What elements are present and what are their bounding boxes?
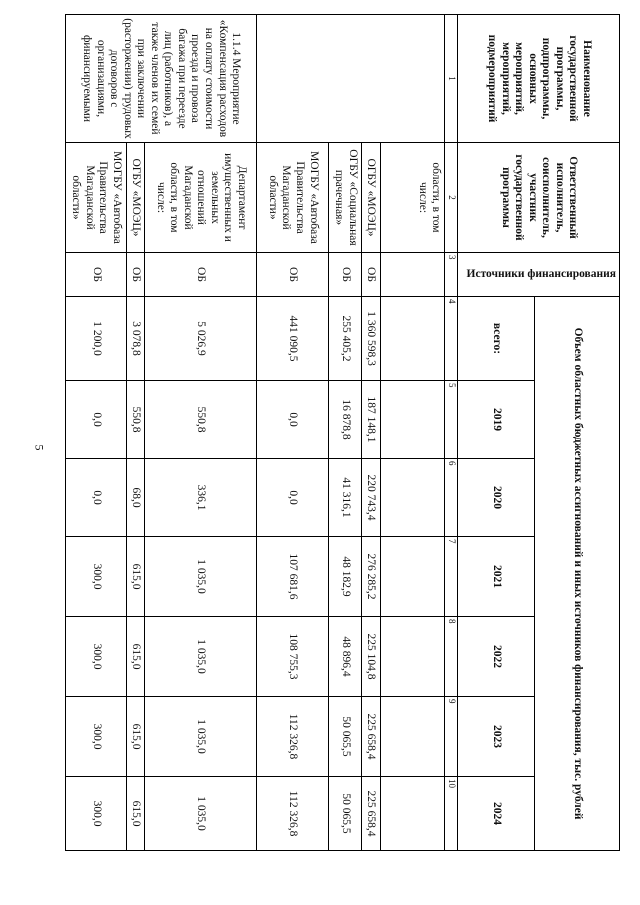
col-header-funding-group: Объем областных бюджетных ассигнований и иных источников финансирования, тыс. рублей bbox=[535, 297, 620, 851]
index-cell: 9 bbox=[445, 697, 458, 777]
value-cell: 1 035,0 bbox=[145, 777, 256, 851]
value-cell: 615,0 bbox=[126, 697, 145, 777]
value-cell: 276 285,2 bbox=[361, 537, 380, 617]
value-cell: 50 065,5 bbox=[329, 777, 361, 851]
value-cell: 50 065,5 bbox=[329, 697, 361, 777]
value-cell bbox=[380, 697, 445, 777]
index-cell: 7 bbox=[445, 537, 458, 617]
executor-cell: МОГБУ «Автобаза Правительства Магаданской области» bbox=[66, 143, 127, 253]
value-cell: 300,0 bbox=[66, 617, 127, 697]
value-cell: 1 360 598,3 bbox=[361, 297, 380, 381]
executor-cell: Департамент имущественных и земельных отношений Магаданской области, в том числе: bbox=[145, 143, 256, 253]
col-header-total: всего: bbox=[458, 297, 535, 381]
col-header-executor: Ответственный исполнитель, соисполнитель, участник государственной программы bbox=[458, 143, 620, 253]
value-cell: 1 200,0 bbox=[66, 297, 127, 381]
value-cell: 225 658,4 bbox=[361, 777, 380, 851]
value-cell bbox=[380, 297, 445, 381]
table-row bbox=[380, 15, 445, 851]
source-cell: ОБ bbox=[256, 253, 329, 297]
value-cell: 0,0 bbox=[256, 459, 329, 537]
value-cell: 1 035,0 bbox=[145, 537, 256, 617]
value-cell: 108 755,3 bbox=[256, 617, 329, 697]
value-cell: 0,0 bbox=[256, 381, 329, 459]
index-cell: 8 bbox=[445, 617, 458, 697]
value-cell: 1 035,0 bbox=[145, 697, 256, 777]
value-cell: 225 104,8 bbox=[361, 617, 380, 697]
value-cell: 300,0 bbox=[66, 537, 127, 617]
col-header-source bbox=[458, 253, 620, 297]
col-header-year: 2023 bbox=[458, 697, 535, 777]
index-cell: 1 bbox=[445, 15, 458, 143]
index-cell: 3 bbox=[445, 253, 458, 297]
value-cell: 107 681,6 bbox=[256, 537, 329, 617]
value-cell: 615,0 bbox=[126, 537, 145, 617]
executor-cell: ОГБУ «МОЭЦ» bbox=[361, 143, 380, 253]
value-cell: 1 035,0 bbox=[145, 617, 256, 697]
value-cell: 255 405,2 bbox=[329, 297, 361, 381]
col-header-year: 2021 bbox=[458, 537, 535, 617]
value-cell: 3 078,8 bbox=[126, 297, 145, 381]
page-number: 5 bbox=[32, 444, 47, 451]
value-cell: 550,8 bbox=[126, 381, 145, 459]
executor-cell: области, в том числе: bbox=[380, 143, 445, 253]
value-cell bbox=[380, 381, 445, 459]
executor-cell: ОГБУ «МОЭЦ» bbox=[126, 143, 145, 253]
index-cell: 6 bbox=[445, 459, 458, 537]
col-header-year: 2020 bbox=[458, 459, 535, 537]
value-cell: 16 878,8 bbox=[329, 381, 361, 459]
col-header-source-text: Источники финансирования bbox=[466, 267, 616, 280]
value-cell: 336,1 bbox=[145, 459, 256, 537]
value-cell: 41 316,1 bbox=[329, 459, 361, 537]
executor-cell: МОГБУ «Автобаза Правительства Магаданской области» bbox=[256, 143, 329, 253]
value-cell: 0,0 bbox=[66, 381, 127, 459]
source-cell: ОБ bbox=[329, 253, 361, 297]
header-row-1 bbox=[535, 15, 620, 851]
col-header-year: 2019 bbox=[458, 381, 535, 459]
value-cell bbox=[380, 617, 445, 697]
program-name-cell bbox=[256, 15, 445, 143]
index-cell: 4 bbox=[445, 297, 458, 381]
value-cell: 300,0 bbox=[66, 697, 127, 777]
index-row bbox=[445, 15, 458, 851]
col-header-year: 2022 bbox=[458, 617, 535, 697]
value-cell: 5 026,9 bbox=[145, 297, 256, 381]
value-cell: 300,0 bbox=[66, 777, 127, 851]
value-cell: 48 896,4 bbox=[329, 617, 361, 697]
source-cell: ОБ bbox=[145, 253, 256, 297]
value-cell: 441 090,5 bbox=[256, 297, 329, 381]
value-cell bbox=[380, 537, 445, 617]
value-cell: 550,8 bbox=[145, 381, 256, 459]
index-cell: 5 bbox=[445, 381, 458, 459]
value-cell: 225 658,4 bbox=[361, 697, 380, 777]
table-row bbox=[145, 15, 256, 851]
value-cell: 615,0 bbox=[126, 617, 145, 697]
source-cell: ОБ bbox=[361, 253, 380, 297]
value-cell: 48 182,9 bbox=[329, 537, 361, 617]
source-cell: ОБ bbox=[66, 253, 127, 297]
rotated-page bbox=[65, 14, 620, 850]
index-cell: 10 bbox=[445, 777, 458, 851]
value-cell bbox=[380, 777, 445, 851]
value-cell: 68,0 bbox=[126, 459, 145, 537]
value-cell: 220 743,4 bbox=[361, 459, 380, 537]
value-cell bbox=[380, 459, 445, 537]
index-cell: 2 bbox=[445, 143, 458, 253]
value-cell: 0,0 bbox=[66, 459, 127, 537]
source-cell bbox=[380, 253, 445, 297]
source-cell: ОБ bbox=[126, 253, 145, 297]
value-cell: 615,0 bbox=[126, 777, 145, 851]
funding-table bbox=[65, 14, 620, 851]
col-header-year: 2024 bbox=[458, 777, 535, 851]
value-cell: 112 326,8 bbox=[256, 697, 329, 777]
value-cell: 112 326,8 bbox=[256, 777, 329, 851]
program-name-cell: 1.1.4 Мероприятие «Компенсация расходов на оплату стоимости проезда и провоза багажа при переезде лиц (работников), а также членов их семей при заключении (расторжении) трудовых договоров с организациями, финансируемыми bbox=[66, 15, 257, 143]
executor-cell: ОГБУ «Социальная прачечная» bbox=[329, 143, 361, 253]
value-cell: 187 148,1 bbox=[361, 381, 380, 459]
col-header-name: Наименование государственной программы, подпрограммы, основных мероприятий, мероприятий, подмероприятий bbox=[458, 15, 620, 143]
